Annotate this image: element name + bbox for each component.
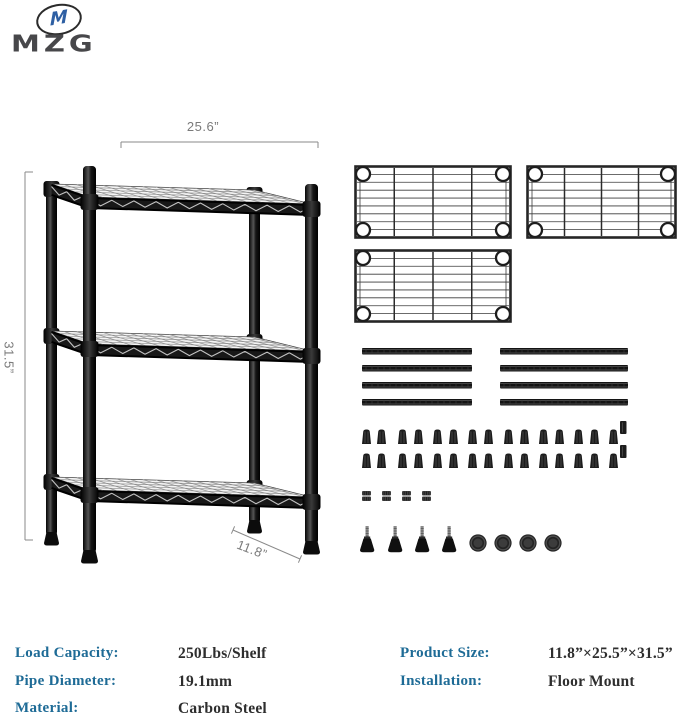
parts-diagram [340,150,679,580]
logo-wordmark: MZG [11,30,97,58]
wire-shelf-panel [528,167,676,238]
logo-mark-letter: M [49,6,68,31]
height-dimension-label: 31.5” [1,341,17,374]
spec-value: Carbon Steel [178,700,267,717]
spec-label: Installation: [400,673,483,689]
spec-value: 11.8”×25.5”×31.5” [548,645,673,662]
spec-label: Product Size: [400,645,490,661]
spec-label: Pipe Diameter: [15,673,117,689]
wire-shelf-panel [356,167,511,238]
spec-label: Material: [15,700,79,716]
brand-logo [0,0,120,70]
spec-label: Load Capacity: [15,645,119,661]
wire-shelf-panel [356,251,511,322]
spec-value: 250Lbs/Shelf [178,645,267,662]
shelf-unit-illustration [0,105,340,600]
depth-dimension-label: 11.8” [234,536,270,563]
width-dimension-label: 25.6” [186,119,220,134]
spec-value: Floor Mount [548,673,635,690]
spec-value: 19.1mm [178,673,233,690]
